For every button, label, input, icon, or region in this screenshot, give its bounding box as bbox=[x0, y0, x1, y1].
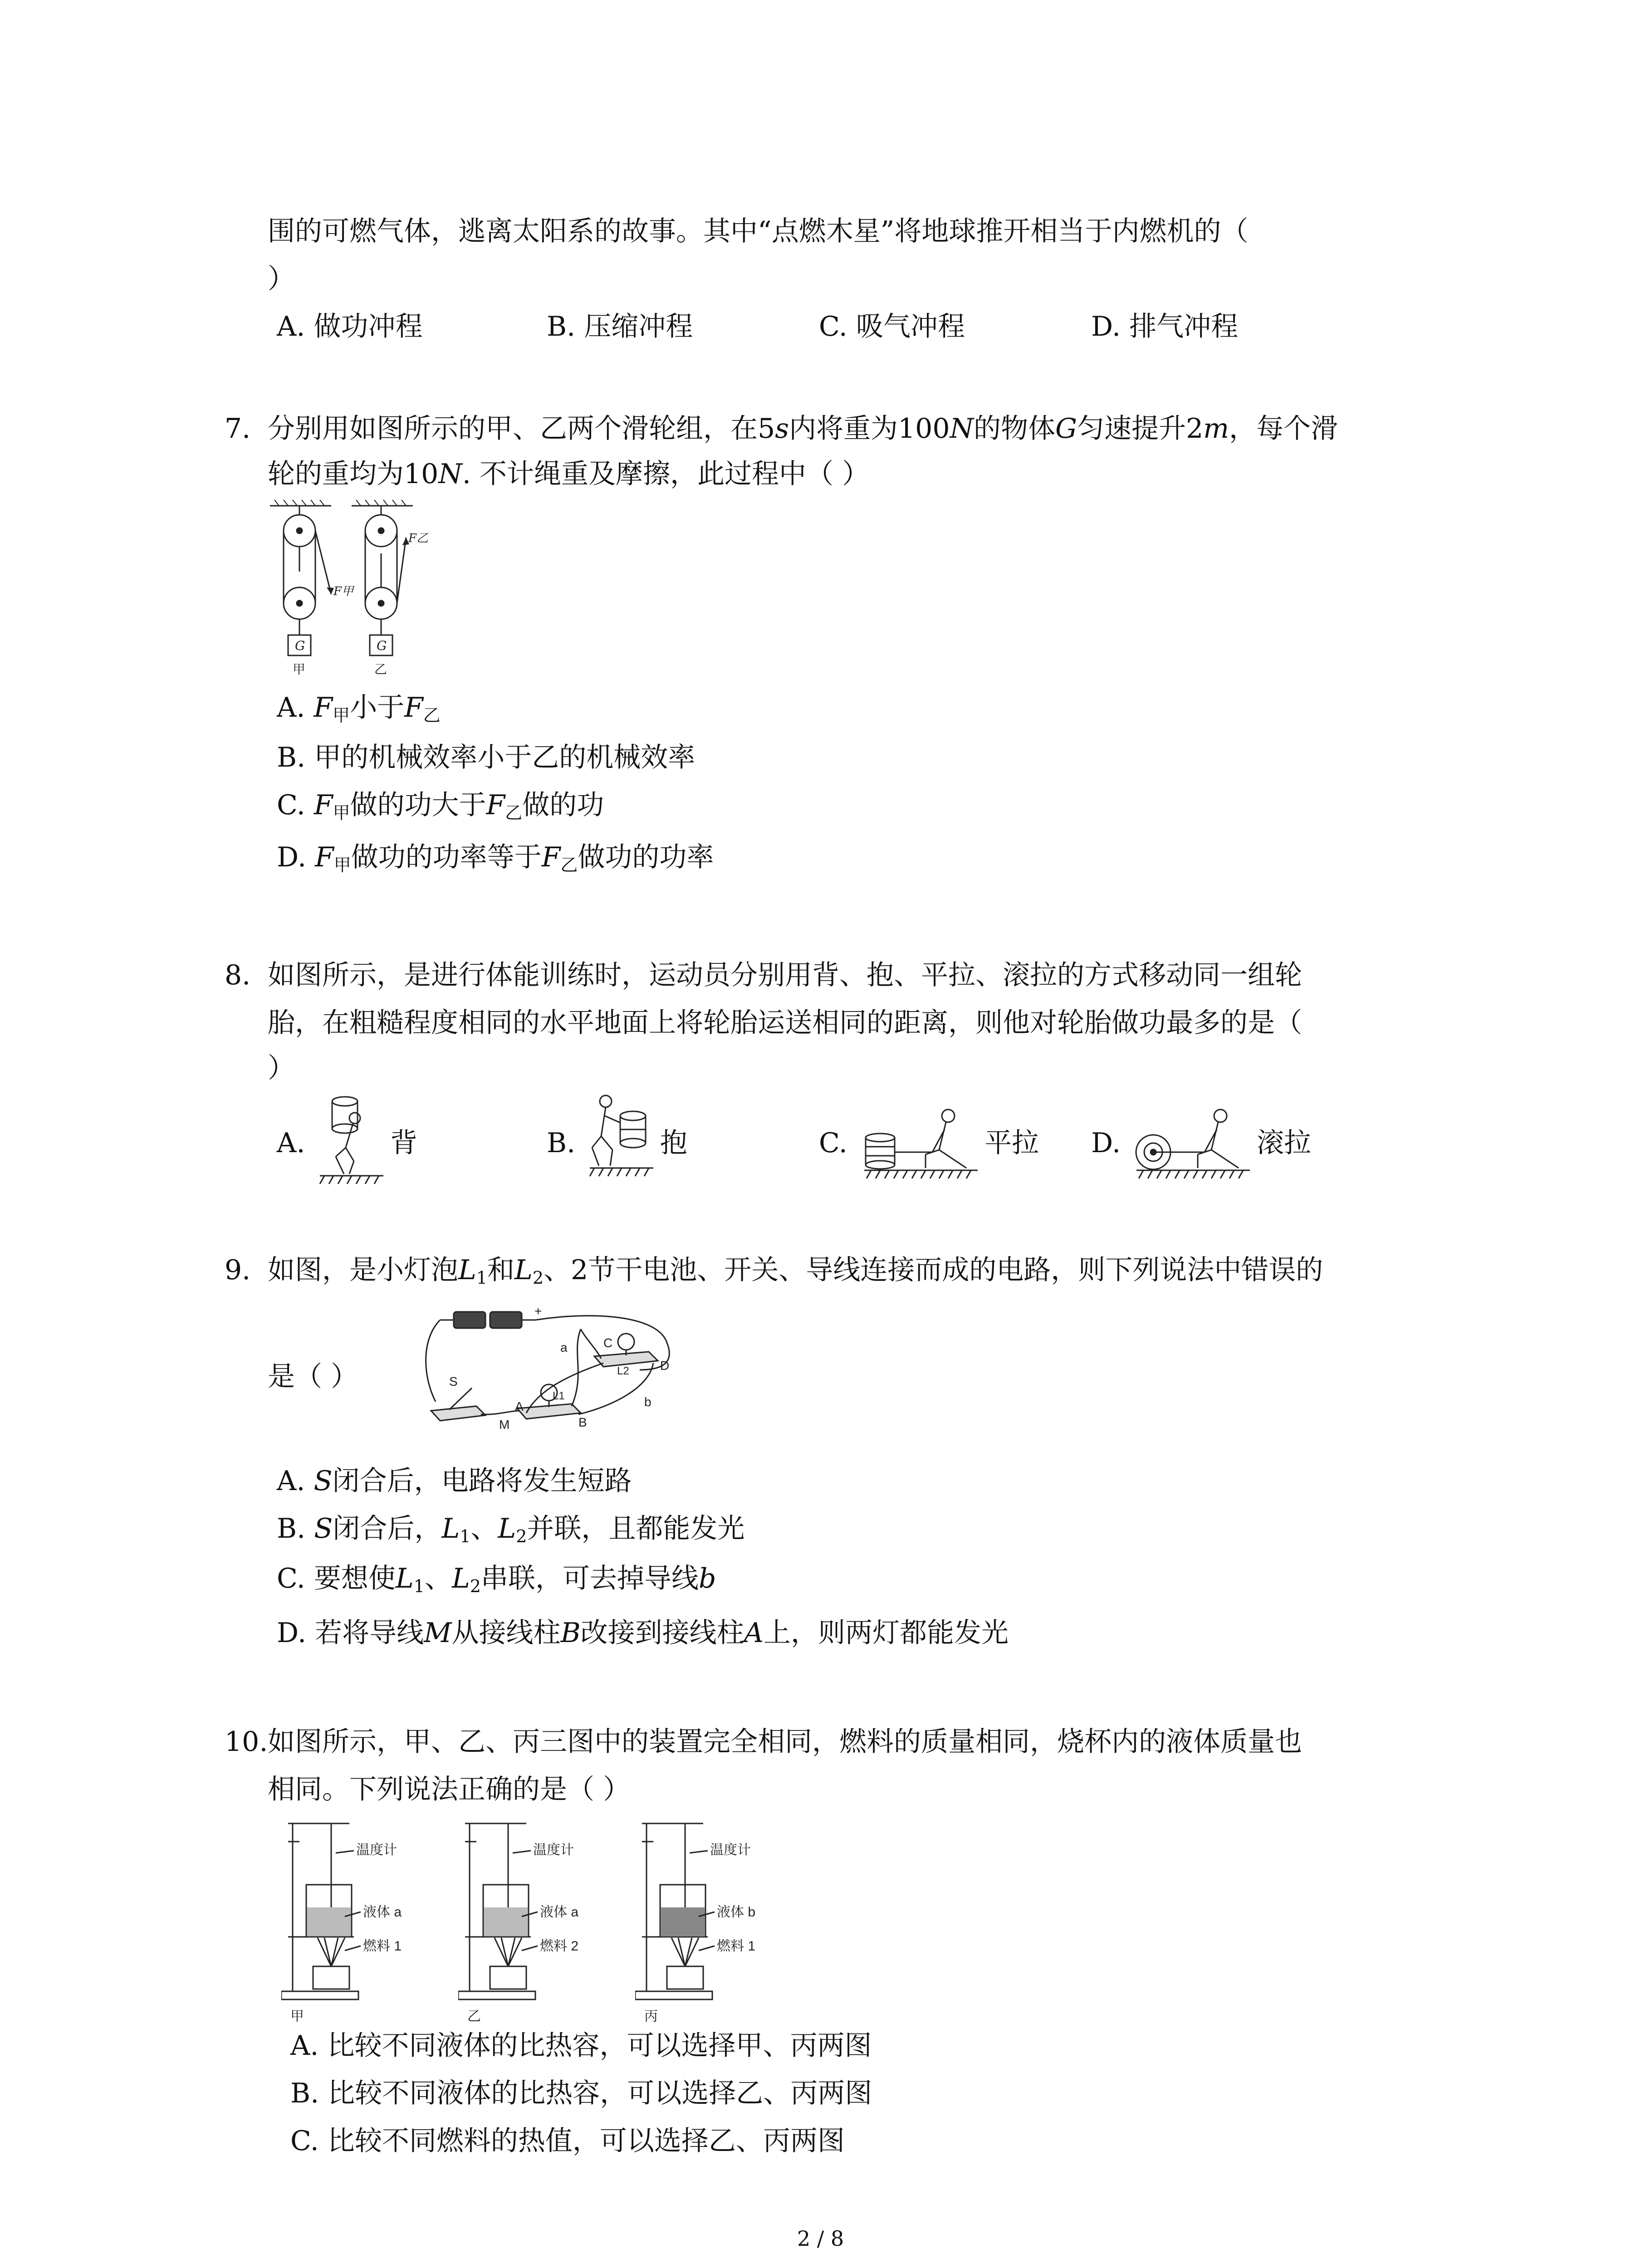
pulley-load-label-a: G bbox=[295, 638, 305, 653]
apparatus-figure-1 bbox=[281, 1814, 463, 2028]
q10-option-c: C. 比较不同燃料的热值，可以选择乙、丙两图 bbox=[290, 2125, 845, 2157]
fuel-label-2: 燃料 2 bbox=[540, 1939, 579, 1954]
wire-m-label: M bbox=[499, 1418, 510, 1432]
q8-number: 8. bbox=[225, 959, 251, 991]
carry-on-back-figure bbox=[318, 1093, 386, 1193]
q7-line2: 轮的重均为10N. 不计绳重及摩擦，此过程中（ ） bbox=[268, 458, 870, 490]
fuel-label-1: 燃料 1 bbox=[363, 1939, 402, 1954]
q8-line1: 如图所示，是进行体能训练时，运动员分别用背、抱、平拉、滚拉的方式移动同一组轮 bbox=[268, 959, 1302, 991]
q7-number: 7. bbox=[225, 413, 251, 445]
circuit-figure bbox=[422, 1302, 694, 1452]
pulley-load-label-b: G bbox=[377, 638, 387, 653]
apparatus-caption-2: 乙 bbox=[467, 2009, 481, 2024]
terminal-d-label: D bbox=[660, 1359, 670, 1373]
q9-option-a: A. S闭合后，电路将发生短路 bbox=[277, 1465, 632, 1497]
carry-in-arms-figure bbox=[588, 1093, 656, 1193]
pulley-caption-b: 乙 bbox=[374, 662, 387, 677]
q6-line2: ） bbox=[268, 263, 295, 295]
q8-option-b-letter: B. bbox=[547, 1127, 576, 1159]
liquid-label-2: 液体 a bbox=[540, 1905, 579, 1920]
q9-option-c: C. 要想使$L_1$、$L_2$串联，可去掉导线b bbox=[277, 1563, 716, 1596]
wire-a-label: a bbox=[560, 1340, 568, 1354]
q9-option-b: B. S闭合后，$L_1$、$L_2$并联，且都能发光 bbox=[277, 1513, 745, 1546]
q9-number: 9. bbox=[225, 1254, 251, 1286]
q8-line2: 胎，在粗糙程度相同的水平地面上将轮胎运送相同的距离，则他对轮胎做功最多的是（ bbox=[268, 1007, 1302, 1039]
force-label-b: F乙 bbox=[408, 532, 429, 545]
q6-line1: 围的可燃气体，逃离太阳系的故事。其中“点燃木星”将地球推开相当于内燃机的（ bbox=[268, 215, 1249, 247]
liquid-label-1: 液体 a bbox=[363, 1905, 402, 1920]
q7-option-c: C. $F_甲$做的功大于$F_乙$做的功 bbox=[277, 789, 604, 823]
lamp-l1-label: L1 bbox=[553, 1390, 565, 1402]
page-number: 2 / 8 bbox=[797, 2226, 844, 2251]
q10-number: 10. bbox=[225, 1726, 268, 1758]
thermometer-label-3: 温度计 bbox=[710, 1843, 751, 1857]
q7-option-d: D. $F_甲$做功的功率等于$F_乙$做功的功率 bbox=[277, 841, 714, 875]
battery-plus-label: + bbox=[534, 1304, 542, 1318]
q9-option-d: D. 若将导线M从接线柱B改接到接线柱A上，则两灯都能发光 bbox=[277, 1617, 1009, 1649]
terminal-a-label: A bbox=[515, 1399, 524, 1413]
lamp-l2-label: L2 bbox=[617, 1365, 629, 1377]
thermometer-label-2: 温度计 bbox=[533, 1843, 574, 1857]
q10-line1: 如图所示，甲、乙、丙三图中的装置完全相同，燃料的质量相同，烧杯内的液体质量也 bbox=[268, 1726, 1302, 1758]
fuel-label-3: 燃料 1 bbox=[717, 1939, 756, 1954]
q8-option-a-label: 背 bbox=[390, 1127, 417, 1159]
q10-option-a: A. 比较不同液体的比热容，可以选择甲、丙两图 bbox=[290, 2030, 872, 2062]
q8-option-d-letter: D. bbox=[1091, 1127, 1121, 1159]
q6-option-a: A. 做功冲程 bbox=[277, 311, 423, 342]
wire-b-label: b bbox=[644, 1395, 652, 1409]
q6-option-b: B. 压缩冲程 bbox=[547, 311, 693, 342]
q9-line2: 是（ ） bbox=[268, 1361, 358, 1393]
q7-line1: 分别用如图所示的甲、乙两个滑轮组，在5s内将重为100N的物体G匀速提升2m，每个滑 bbox=[268, 413, 1338, 445]
terminal-c-label: C bbox=[603, 1336, 613, 1350]
apparatus-caption-3: 丙 bbox=[644, 2009, 658, 2024]
pulley-system-figure bbox=[268, 499, 449, 680]
switch-s-label: S bbox=[449, 1374, 458, 1388]
q8-option-d-label: 滚拉 bbox=[1257, 1127, 1311, 1159]
q10-line2: 相同。下列说法正确的是（ ） bbox=[268, 1774, 631, 1805]
q8-line3: ） bbox=[268, 1052, 295, 1084]
pulley-caption-a: 甲 bbox=[293, 662, 306, 677]
q6-option-d: D. 排气冲程 bbox=[1091, 311, 1239, 342]
q8-option-c-label: 平拉 bbox=[985, 1127, 1039, 1159]
q8-option-a-letter: A. bbox=[277, 1127, 305, 1159]
q6-option-c: C. 吸气冲程 bbox=[819, 311, 965, 342]
q8-option-b-label: 抱 bbox=[660, 1127, 687, 1159]
flat-drag-figure bbox=[862, 1098, 980, 1188]
apparatus-figure-2 bbox=[458, 1814, 640, 2028]
q7-option-b: B. 甲的机械效率小于乙的机械效率 bbox=[277, 742, 696, 773]
q8-option-c-letter: C. bbox=[819, 1127, 847, 1159]
force-label-a: F甲 bbox=[333, 585, 354, 598]
apparatus-caption-1: 甲 bbox=[290, 2009, 304, 2024]
q9-line1: 如图，是小灯泡$L_1$和$L_2$、2节干电池、开关、导线连接而成的电路，则下列说法中错误的 bbox=[268, 1254, 1323, 1288]
rolling-drag-figure bbox=[1134, 1098, 1252, 1188]
q7-option-a: A. $F_甲$小于$F_乙$ bbox=[277, 692, 441, 725]
thermometer-label-1: 温度计 bbox=[356, 1843, 397, 1857]
terminal-b-label: B bbox=[578, 1415, 587, 1429]
q10-option-b: B. 比较不同液体的比热容，可以选择乙、丙两图 bbox=[290, 2077, 872, 2109]
liquid-label-3: 液体 b bbox=[717, 1905, 756, 1920]
apparatus-figure-3 bbox=[635, 1814, 817, 2028]
